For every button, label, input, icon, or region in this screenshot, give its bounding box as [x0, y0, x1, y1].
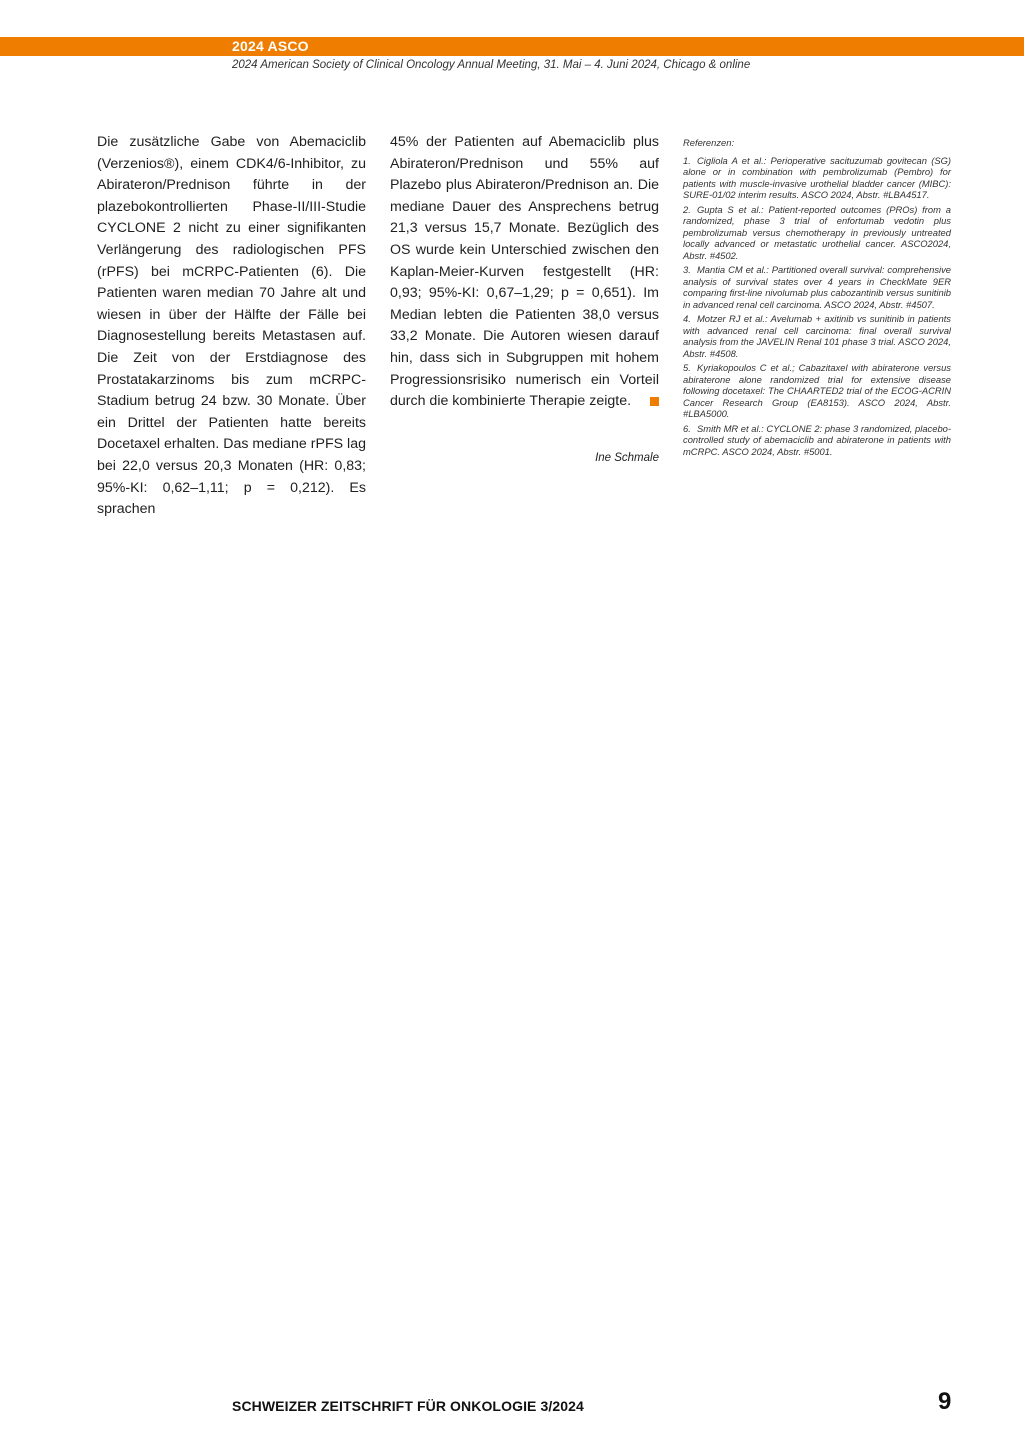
article-column-1 — [97, 132, 366, 521]
reference-item — [683, 423, 951, 458]
author-name: Ine Schmale — [595, 452, 659, 464]
reference-item — [683, 362, 951, 420]
page-number: 9 — [938, 1388, 952, 1415]
reference-text: Kyriakopoulos C et al.; Cabazitaxel with abiraterone versus abiraterone alone randomized trial for extensive disease following docetaxel: The CHAARTED2 trial of the ECOG-ACRIN Cancer Research Group (EA8153). ASCO 2024, Abstr. #LBA5000. — [683, 362, 951, 419]
end-of-article-square-icon — [650, 397, 659, 406]
reference-number: 4. — [683, 313, 691, 324]
reference-text: Mantia CM et al.: Partitioned overall survival: comprehensive analysis of survival states over 4 years in CheckMate 9ER comparing first-line nivolumab plus cabozantinib versus sunitinib in advanced renal cell carcinoma. ASCO 2024, Abstr. #4507. — [683, 264, 951, 310]
references-block — [683, 137, 951, 460]
article-text-2-body: 45% der Patienten auf Abemaciclib plus Abirateron/Prednison und 55% auf Plazebo plus Abirateron/Prednison an. Die mediane Dauer des Ansprechens betrug 21,3 versus 15,7 Monate. Bezüglich des OS wurde kein Unterschied zwischen den Kaplan-Meier-Kurven festgestellt (HR: 0,93; 95%-KI: 0,67–1,29; p = 0,651). Im Median lebten die Patienten 38,0 versus 33,2 Monate. Die Autoren wiesen darauf hin, dass sich in Subgruppen mit hohem Progressionsrisiko numerisch ein Vorteil durch die kombinierte Therapie zeigte. — [390, 134, 659, 410]
reference-item — [683, 313, 951, 359]
article-column-2 — [390, 132, 659, 413]
conference-subtitle: 2024 American Society of Clinical Oncology Annual Meeting, 31. Mai – 4. Juni 2024, Chicago & online — [232, 59, 751, 71]
journal-footer: SCHWEIZER ZEITSCHRIFT FÜR ONKOLOGIE 3/2024 — [232, 1398, 584, 1414]
reference-text: Motzer RJ et al.: Avelumab + axitinib vs sunitinib in patients with advanced renal cell carcinoma: final overall survival analysis from the JAVELIN Renal 101 phase 3 trial. ASCO 2024, Abstr. #4508. — [683, 313, 951, 359]
article-text-2 — [390, 132, 659, 413]
references-heading: Referenzen: — [683, 137, 735, 148]
reference-text: Cigliola A et al.: Perioperative sacituzumab govitecan (SG) alone or in combination with pembrolizumab (Pembro) for patients with muscle-invasive urothelial bladder cancer (MIBC): SURE-01/02 interim results. ASCO 2024, Abstr. #LBA4517. — [683, 154, 951, 200]
reference-text: Smith MR et al.: CYCLONE 2: phase 3 randomized, placebo-controlled study of abemaciclib and abiraterone in patients with mCRPC. ASCO 2024, Abstr. #5001. — [683, 422, 951, 457]
reference-number: 2. — [683, 203, 691, 215]
reference-item — [683, 264, 951, 310]
reference-item — [683, 155, 951, 201]
reference-item — [683, 204, 951, 262]
references-list — [683, 155, 951, 458]
reference-number: 3. — [683, 264, 691, 275]
reference-number: 6. — [683, 422, 691, 434]
header-band — [0, 37, 1024, 56]
reference-text: Gupta S et al.: Patient-reported outcomes (PROs) from a randomized, phase 3 trial of enfortumab vedotin plus pembrolizumab versus chemotherapy in previously untreated locally advanced or metastatic urothelial cancer. ASCO2024, Abstr. #4502. — [683, 203, 951, 261]
reference-number: 5. — [683, 362, 691, 373]
article-text-1: Die zusätzliche Gabe von Abemaciclib (Verzenios®), einem CDK4/6-Inhibitor, zu Abirateron/Prednison führte in der plazebokontrollierten Phase-II/III-Studie CYCLONE 2 nicht zu einer signifikanten Verlängerung des radiologischen PFS (rPFS) bei mCRPC-Patienten (6). Die Patienten waren median 70 Jahre alt und wiesen in über der Hälfte der Fälle bei Diagnosestellung bereits Metastasen auf. Die Zeit von der Erstdiagnose des Prostatakarzinoms bis zum mCRPC-Stadium betrug 24 bzw. 30 Monate. Über ein Drittel der Patienten hatte bereits Docetaxel erhalten. Das mediane rPFS lag bei 22,0 versus 20,3 Monaten (HR: 0,83; 95%-KI: 0,62–1,11; p = 0,212). Es sprachen — [97, 134, 366, 518]
reference-number: 1. — [683, 154, 691, 166]
section-title: 2024 ASCO — [232, 38, 309, 54]
